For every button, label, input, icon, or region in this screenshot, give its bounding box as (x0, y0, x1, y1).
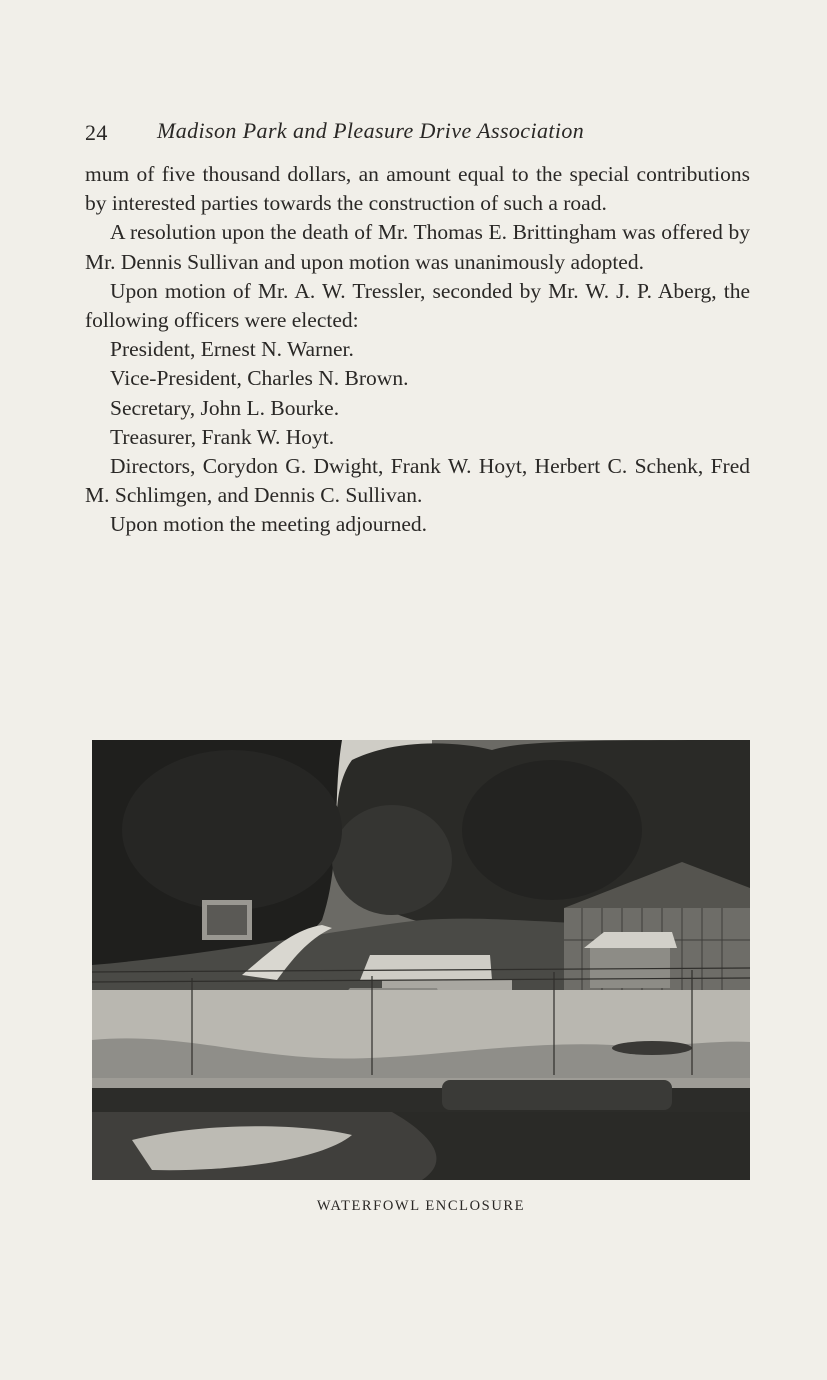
paragraph-adjourned: Upon motion the meeting adjourned. (110, 512, 428, 537)
officer-directors: Directors, Corydon G. Dwight, Frank W. Hoyt, Herbert C. Schenk, Fred M. Schlimgen, and Dennis C. Sullivan. (85, 454, 750, 508)
running-title: Madison Park and Pleasure Drive Association (157, 118, 585, 143)
photo-illustration (92, 740, 750, 1180)
officer-president: President, Ernest N. Warner. (110, 337, 354, 362)
running-header (85, 116, 755, 150)
officer-treasurer: Treasurer, Frank W. Hoyt. (110, 424, 335, 449)
officer-vice-president: Vice-President, Charles N. Brown. (110, 366, 409, 391)
body-text (85, 160, 750, 540)
officer-secretary: Secretary, John L. Bourke. (110, 395, 340, 420)
paragraph-election-motion: Upon motion of Mr. A. W. Tressler, seconded by Mr. W. J. P. Aberg, the following officers were elected: (85, 278, 750, 333)
page-number: 24 (85, 120, 108, 145)
waterfowl-enclosure-photo (92, 740, 750, 1180)
paragraph-resolution: A resolution upon the death of Mr. Thomas E. Brittingham was offered by Mr. Dennis Sullivan and upon motion was unanimously adopted. (85, 220, 750, 274)
photo-caption: WATERFOWL ENCLOSURE (316, 1198, 526, 1214)
paragraph-road-cost: mum of five thousand dollars, an amount equal to the special contributions by interested parties towards the construction of such a road. (85, 162, 750, 216)
